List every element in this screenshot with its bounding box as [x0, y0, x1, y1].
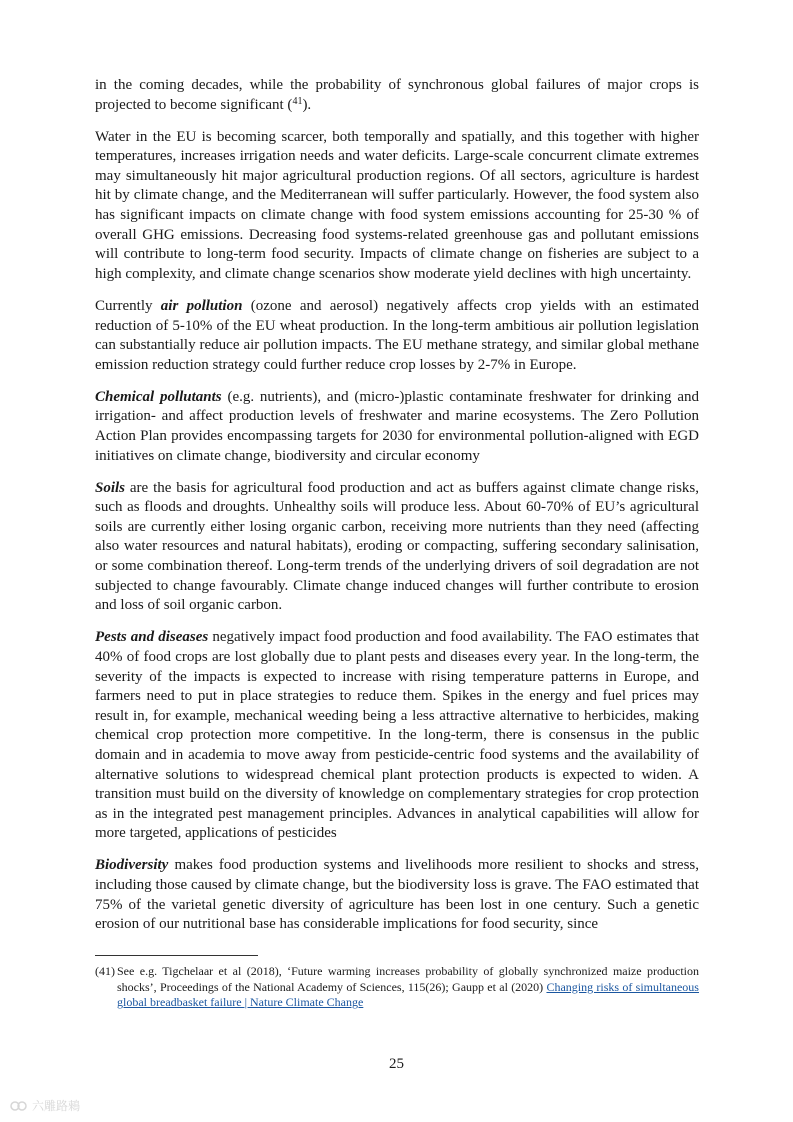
term-soils: Soils: [95, 479, 126, 496]
paragraph-chemical-pollutants: Chemical pollutants (e.g. nutrients), and (micro-)plastic contaminate freshwater for drinking and irrigation- and affect production levels of freshwater and marine ecosystems. The Zero Pollution Action Plan provides encompassing targets for 2030 for environmental pollution-aligned with EGD initiatives on climate change, biodiversity and circular economy: [95, 388, 699, 464]
footnote-text: See e.g. Tigchelaar et al (2018), ‘Future warming increases probability of globally synchronized maize production shocks’, Proceedings of the National Academy of Sciences, 115(26); Gaupp et al (2020) Changing risks of simultaneous global breadbasket failure | Nature Climate Change: [117, 964, 699, 1010]
watermark-text: 六雕路鶆: [32, 1099, 81, 1113]
footnote-reference-41[interactable]: 41: [292, 95, 303, 107]
term-pests-diseases: Pests and diseases: [95, 629, 209, 646]
paragraph-soils: Soils are the basis for agricultural food production and act as buffers against climate change risks, such as floods and droughts. Unhealthy soils will produce less. About 60-70% of EU’s agricultural soils are currently either losing organic carbon, receiving more nutrients than they need (affecting also water resources and natural habitats), eroding or compacting, suffering secondary salinisation, or some combination thereof. Long-term trends of the underlying drivers of soil degradation are not subjected to change favourably. Climate change induced changes will further contribute to erosion and loss of soil organic carbon.: [95, 479, 699, 614]
watermark-logo-icon: [10, 1099, 28, 1113]
paragraph-crop-failures: in the coming decades, while the probability of synchronous global failures of major crops is projected to become significant ($^{41}$).: [95, 77, 699, 113]
footnote-41: [95, 964, 699, 1011]
term-air-pollution: air pollution: [160, 297, 243, 314]
watermark: [10, 1097, 80, 1114]
paragraph-water: Water in the EU is becoming scarcer, both temporally and spatially, and this together with higher temperatures, increases irrigation needs and water deficits. Large-scale concurrent climate extremes may simultaneously hit major agricultural production regions. Of all sectors, agriculture is hardest hit by climate change, and the Mediterranean will suffer particularly. However, the food system also has significant impacts on climate change with food system emissions accounting for 25-30 % of overall GHG emissions. Decreasing food systems-related greenhouse gas and pollutant emissions will contribute to long-term food security. Impacts of climate change on fisheries are subject to a high complexity, and climate change scenarios show moderate yield declines with high uncertainty.: [95, 128, 699, 282]
footnote-separator: [95, 955, 258, 956]
paragraph-biodiversity: Biodiversity makes food production systems and livelihoods more resilient to shocks and stress, including those caused by climate change, but the biodiversity loss is grave. The FAO estimated that 75% of the varietal genetic diversity of agriculture has been lost in one century. Such a genetic erosion of our nutritional base has considerable implications for food security, since: [95, 857, 699, 933]
footnote-link[interactable]: Changing risks of simultaneous global breadbasket failure | Nature Climate Change: [117, 979, 699, 1010]
term-chemical-pollutants: Chemical pollutants: [95, 388, 222, 405]
page-number: 25: [389, 1056, 404, 1072]
paragraph-air-pollution: Currently air pollution (ozone and aerosol) negatively affects crop yields with an estimated reduction of 5-10% of the EU wheat production. In the long-term ambitious air pollution legislation can substantially reduce air pollution impacts. The EU methane strategy, and similar global methane emission reduction strategy could further reduce crop losses by 2-7% in Europe.: [95, 297, 700, 373]
term-biodiversity: Biodiversity: [95, 857, 169, 874]
paragraph-pests-diseases: Pests and diseases negatively impact food production and food availability. The FAO estimates that 40% of food crops are lost globally due to plant pests and diseases every year. In the long-term, the severity of the impacts is expected to increase with rising temperature patterns in Europe, and farmers need to put in place strategies to reduce them. Spikes in the energy and fuel prices may result in, for example, mechanical weeding being a less attractive alternative to herbicides, making chemical crop protection more competitive. In the long-term, there is consensus in the public domain and in academia to move away from pesticide-centric food systems and the availability of alternative solutions to widespread chemical plant protection products is expected to widen. A transition must build on the diversity of knowledge on complementary strategies for crop protection as in the integrated pest management principles. Advances in analytical capabilities will allow for more targeted, applications of pesticides: [95, 629, 700, 842]
document-body: [95, 76, 699, 947]
footnote-marker: (41): [95, 964, 115, 978]
